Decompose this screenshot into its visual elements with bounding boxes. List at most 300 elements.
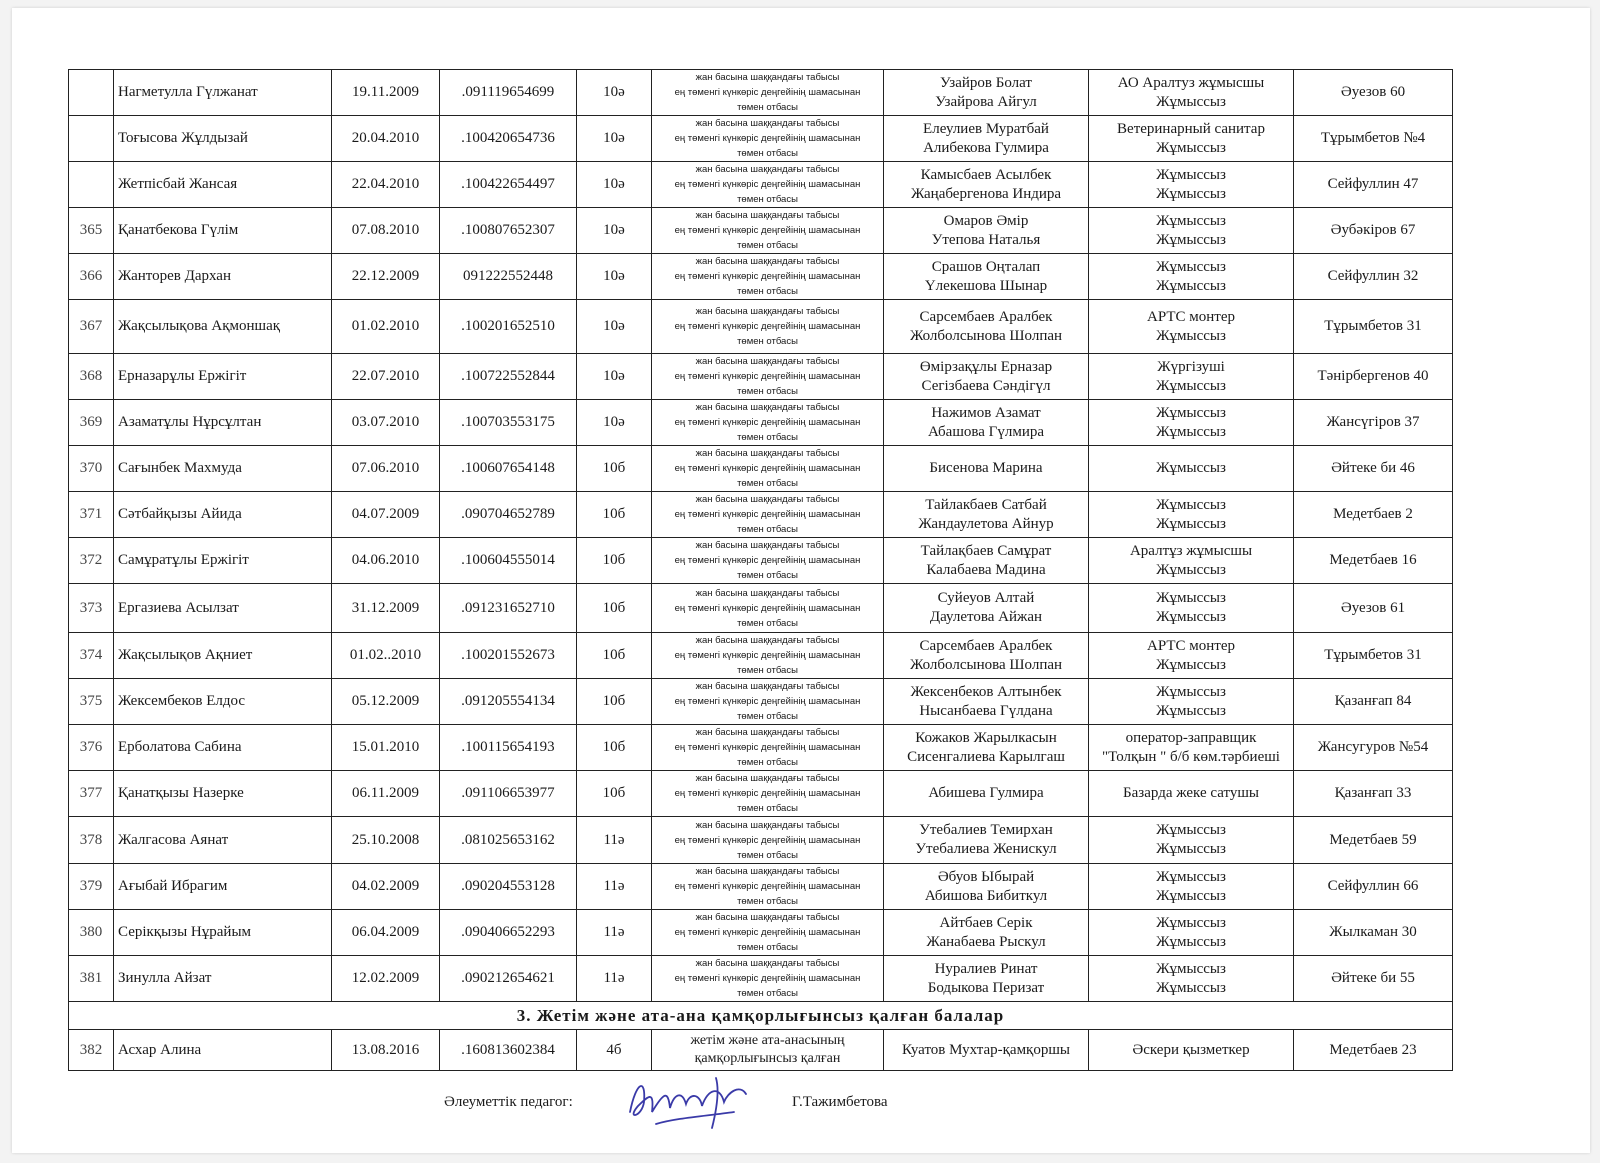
family-status-line: ең төменгі күнкөріс деңгейінің шамасынан [674,225,861,236]
table-row [69,300,1453,354]
family-status-line: жан басына шаққандағы табысы [695,773,840,784]
class-grade: 10ә [577,300,652,354]
student-name: Сәтбайқызы Айида [114,492,332,538]
family-status-line: ең төменгі күнкөріс деңгейінің шамасынан [674,650,861,661]
class-grade: 10б [577,538,652,584]
family-status [652,771,884,817]
parents-occupation-line: Жұмыссыз [1156,185,1226,202]
family-status-line: ең төменгі күнкөріс деңгейінің шамасынан [674,602,861,614]
family-status-line: төмен отбасы [737,896,798,907]
home-address: Әйтеке би 46 [1294,446,1453,492]
row-number [69,70,114,116]
table-row [69,446,1453,492]
parents-occupation-line: Базарда жеке сатушы [1123,785,1259,801]
class-grade: 10б [577,725,652,771]
family-status-line: жан басына шаққандағы табысы [695,587,840,599]
row-number [69,116,114,162]
table-row [69,633,1453,679]
row-number: 370 [69,446,114,492]
signer-name: Г.Тажимбетова [792,1093,888,1110]
home-address: Тұрымбетов №4 [1294,116,1453,162]
signature-block [444,1072,888,1132]
parents-occupation-line: Жұмыссыз [1156,979,1226,996]
parents-occupation [1089,208,1294,254]
birth-date: 04.02.2009 [332,864,440,910]
student-name: Қанатбекова Гүлім [114,208,332,254]
parents-names [884,300,1089,354]
parents-names [884,116,1089,162]
parents-names-line: Тайлақбаев Самұрат [920,542,1052,559]
family-status-line: төмен отбасы [737,665,798,676]
parents-names-line: Елеулиев Муратбай [923,120,1049,137]
parents-occupation-line: Жұмыссыз [1156,460,1226,476]
row-number: 368 [69,354,114,400]
family-status-line: жетім және ата-анасының [690,1033,845,1048]
parents-names [884,725,1089,771]
home-address: Әубәкіров 67 [1294,208,1453,254]
parents-occupation-line: Жұмыссыз [1156,212,1226,229]
family-status-line: ең төменгі күнкөріс деңгейінің шамасынан [674,696,861,707]
parents-names-line: Абишева Гулмира [928,785,1044,801]
parents-names-line: Өмірзақұлы Ерназар [919,358,1053,375]
parents-occupation-line: Жұмыссыз [1156,960,1226,977]
birth-date: 19.11.2009 [332,70,440,116]
student-name: Жақсылықов Ақниет [114,633,332,679]
row-number: 377 [69,771,114,817]
birth-date: 25.10.2008 [332,817,440,864]
table-row [69,492,1453,538]
parents-occupation-line: Жұмыссыз [1156,914,1226,931]
student-name: Жанторев Дархан [114,254,332,300]
class-grade: 10б [577,633,652,679]
class-grade: 10ә [577,254,652,300]
table-row [69,725,1453,771]
family-status-line: жан басына шаққандағы табысы [695,681,840,692]
family-status-line: төмен отбасы [737,849,798,861]
row-number: 366 [69,254,114,300]
iin-number: .100703553175 [440,400,577,446]
table-row [69,910,1453,956]
parents-occupation-line: Жұмыссыз [1156,561,1226,578]
class-grade: 11ә [577,956,652,1002]
home-address: Әуезов 61 [1294,584,1453,633]
family-status-line: жан басына шаққандағы табысы [695,356,840,367]
family-status-line: жан басына шаққандағы табысы [695,540,840,551]
family-status-line: жан басына шаққандағы табысы [695,635,840,646]
family-status [652,300,884,354]
class-grade: 4б [577,1030,652,1071]
parents-names-line: Әбуов Ыбырай [937,868,1035,885]
family-status-line: төмен отбасы [737,148,798,159]
row-number: 369 [69,400,114,446]
class-grade: 10ә [577,162,652,208]
family-status-line: төмен отбасы [737,336,798,347]
class-grade: 11ә [577,817,652,864]
parents-occupation-line: Жұмыссыз [1156,822,1226,838]
home-address: Жансугуров №54 [1294,725,1453,771]
parents-names [884,910,1089,956]
family-status-line: ең төменгі күнкөріс деңгейінің шамасынан [674,179,861,190]
parents-occupation [1089,300,1294,354]
handwritten-signature [616,1072,766,1132]
birth-date: 01.02.2010 [332,300,440,354]
birth-date: 15.01.2010 [332,725,440,771]
parents-occupation [1089,254,1294,300]
parents-occupation [1089,584,1294,633]
parents-names [884,354,1089,400]
parents-names-line: Даулетова Айжан [929,609,1043,625]
section-row [69,1002,1453,1030]
row-number: 371 [69,492,114,538]
class-grade: 10б [577,492,652,538]
parents-names [884,446,1089,492]
parents-occupation-line: Жұмыссыз [1156,887,1226,904]
parents-occupation [1089,864,1294,910]
table-row [69,208,1453,254]
student-name: Нагметулла Гүлжанат [114,70,332,116]
parents-occupation-line: Жұмыссыз [1156,868,1226,885]
birth-date: 22.04.2010 [332,162,440,208]
parents-occupation-line: Ветеринарный санитар [1117,120,1265,137]
student-name: Сағынбек Махмуда [114,446,332,492]
parents-occupation [1089,116,1294,162]
row-number: 373 [69,584,114,633]
parents-names-line: Жексенбеков Алтынбек [910,683,1062,700]
parents-names-line: Утебалиев Темирхан [919,822,1053,838]
home-address: Сейфуллин 66 [1294,864,1453,910]
parents-occupation-line: Жұмыссыз [1156,258,1226,275]
family-status-line: жан басына шаққандағы табысы [695,164,840,175]
parents-names-line: Утепова Наталья [931,231,1041,248]
table-row [69,817,1453,864]
parents-names-line: Жандаулетова Айнур [918,515,1054,532]
class-grade: 11ә [577,910,652,956]
parents-occupation-line: Жұмыссыз [1156,231,1226,248]
row-number [69,162,114,208]
family-status-line: жан басына шаққандағы табысы [695,256,840,267]
parents-occupation [1089,354,1294,400]
parents-names [884,538,1089,584]
family-status-line: жан басына шаққандағы табысы [695,866,840,877]
parents-names-line: Нысанбаева Гүлдана [919,702,1053,719]
family-status-line: жан басына шаққандағы табысы [695,727,840,738]
parents-occupation-line: Жұмыссыз [1156,933,1226,950]
parents-occupation [1089,633,1294,679]
parents-occupation-line: Жұмыссыз [1156,515,1226,532]
family-status-line: төмен отбасы [737,102,798,113]
iin-number: .100604555014 [440,538,577,584]
family-status-line: ең төменгі күнкөріс деңгейінің шамасынан [674,509,861,520]
parents-occupation-line: Жұмыссыз [1156,166,1226,183]
family-status-line: жан басына шаққандағы табысы [695,210,840,221]
family-status [652,817,884,864]
family-status-line: жан басына шаққандағы табысы [695,306,840,317]
birth-date: 20.04.2010 [332,116,440,162]
class-grade: 10ә [577,208,652,254]
section-title: 3. Жетім және ата-ана қамқорлығынсыз қалған балалар [69,1002,1453,1030]
parents-occupation [1089,492,1294,538]
parents-occupation [1089,446,1294,492]
student-name: Самұратұлы Ержігіт [114,538,332,584]
birth-date: 01.02..2010 [332,633,440,679]
parents-occupation-line: Жұмыссыз [1156,327,1226,344]
family-status-line: төмен отбасы [737,286,798,297]
parents-names-line: Сисенгалиева Карылгаш [907,748,1065,765]
parents-occupation [1089,956,1294,1002]
class-grade: 10б [577,446,652,492]
family-status-line: төмен отбасы [737,617,798,629]
family-status-line: ең төменгі күнкөріс деңгейінің шамасынан [674,788,861,799]
parents-names-line: Алибекова Гулмира [923,139,1049,156]
parents-names [884,208,1089,254]
parents-names-line: Абишова Бибиткул [924,887,1048,904]
family-status-line: төмен отбасы [737,240,798,251]
family-status-line: жан басына шаққандағы табысы [695,448,840,459]
parents-occupation-line: Жұмыссыз [1156,841,1226,857]
parents-names [884,254,1089,300]
family-status-line: ең төменгі күнкөріс деңгейінің шамасынан [674,87,861,98]
family-status-line: жан басына шаққандағы табысы [695,118,840,129]
family-status-line: ең төменгі күнкөріс деңгейінің шамасынан [674,133,861,144]
table-row [69,679,1453,725]
parents-occupation-line: Жұмыссыз [1156,683,1226,700]
iin-number: .100422654497 [440,162,577,208]
parents-occupation [1089,400,1294,446]
parents-names [884,70,1089,116]
birth-date: 06.04.2009 [332,910,440,956]
parents-names-line: Узайрова Айгул [935,93,1037,110]
family-status-line: төмен отбасы [737,478,798,489]
family-status-line: ең төменгі күнкөріс деңгейінің шамасынан [674,417,861,428]
iin-number: .090406652293 [440,910,577,956]
row-number: 367 [69,300,114,354]
parents-occupation-line: Жұмыссыз [1156,702,1226,719]
family-status-line: ең төменгі күнкөріс деңгейінің шамасынан [674,555,861,566]
class-grade: 10ә [577,70,652,116]
home-address: Жылкаман 30 [1294,910,1453,956]
birth-date: 13.08.2016 [332,1030,440,1071]
iin-number: .100115654193 [440,725,577,771]
parents-names [884,584,1089,633]
family-status-line: төмен отбасы [737,757,798,768]
home-address: Медетбаев 16 [1294,538,1453,584]
row-number: 376 [69,725,114,771]
student-name: Зинулла Айзат [114,956,332,1002]
family-status-line: төмен отбасы [737,432,798,443]
iin-number: .091231652710 [440,584,577,633]
family-status [652,492,884,538]
parents-names-line: Сарсембаев Аралбек [919,308,1053,325]
parents-names [884,817,1089,864]
parents-occupation-line: Жұмыссыз [1156,404,1226,421]
parents-names-line: Сарсембаев Аралбек [919,637,1053,654]
parents-names-line: Камысбаев Асылбек [920,166,1052,183]
family-status-line: ең төменгі күнкөріс деңгейінің шамасынан [674,834,861,846]
birth-date: 04.06.2010 [332,538,440,584]
family-status [652,70,884,116]
family-status-line: ең төменгі күнкөріс деңгейінің шамасынан [674,881,861,892]
parents-names [884,162,1089,208]
parents-names-line: Сегізбаева Сәндігүл [921,377,1051,394]
family-status-line: жан басына шаққандағы табысы [695,402,840,413]
parents-names [884,633,1089,679]
home-address: Медетбаев 59 [1294,817,1453,864]
family-status-line: ең төменгі күнкөріс деңгейінің шамасынан [674,321,861,332]
parents-names-line: Абашова Гүлмира [927,423,1045,440]
iin-number: .100807652307 [440,208,577,254]
signer-role: Әлеуметтік педагог: [444,1093,573,1110]
home-address: Тәнірбергенов 40 [1294,354,1453,400]
parents-names-line: Жолболсынова Шолпан [909,327,1063,344]
parents-names-line: Нуралиев Ринат [934,960,1038,977]
iin-number: .090704652789 [440,492,577,538]
student-name: Жалгасова Аянат [114,817,332,864]
birth-date: 31.12.2009 [332,584,440,633]
parents-names-line: Үлекешова Шынар [924,277,1048,294]
student-name: Ерназарұлы Ержігіт [114,354,332,400]
student-name: Ергазиева Асылзат [114,584,332,633]
parents-names-line: Айтбаев Серік [939,914,1033,931]
iin-number: .090212654621 [440,956,577,1002]
family-status [652,400,884,446]
family-status [652,538,884,584]
iin-number: .160813602384 [440,1030,577,1071]
iin-number: .090204553128 [440,864,577,910]
iin-number: .100201552673 [440,633,577,679]
row-number: 365 [69,208,114,254]
home-address: Әуезов 60 [1294,70,1453,116]
birth-date: 12.02.2009 [332,956,440,1002]
row-number: 372 [69,538,114,584]
parents-occupation-line: Жұмыссыз [1156,590,1226,606]
table-row [69,70,1453,116]
class-grade: 10ә [577,400,652,446]
iin-number: .091106653977 [440,771,577,817]
family-status [652,584,884,633]
class-grade: 10б [577,584,652,633]
family-status-line: төмен отбасы [737,570,798,581]
table-row [69,538,1453,584]
family-status-line: жан басына шаққандағы табысы [695,958,840,969]
family-status [652,864,884,910]
family-status-line: төмен отбасы [737,194,798,205]
student-name: Жетпісбай Жансая [114,162,332,208]
row-number: 382 [69,1030,114,1071]
parents-names [884,771,1089,817]
parents-occupation [1089,679,1294,725]
parents-names-line: Суйеуов Алтай [937,590,1035,606]
parents-names-line: Бодыкова Перизат [927,979,1045,996]
birth-date: 04.07.2009 [332,492,440,538]
home-address: Медетбаев 23 [1294,1030,1453,1071]
family-status [652,679,884,725]
class-grade: 10б [577,771,652,817]
table-row [69,400,1453,446]
birth-date: 22.12.2009 [332,254,440,300]
parents-occupation [1089,725,1294,771]
home-address: Тұрымбетов 31 [1294,633,1453,679]
table-row [69,584,1453,633]
iin-number: .100607654148 [440,446,577,492]
family-status-line: қамқорлығынсыз қалған [694,1051,841,1066]
student-name: Қанатқызы Назерке [114,771,332,817]
parents-occupation [1089,70,1294,116]
parents-names [884,1030,1089,1071]
table-row [69,1030,1453,1071]
student-name: Серікқызы Нұрайым [114,910,332,956]
birth-date: 05.12.2009 [332,679,440,725]
parents-occupation [1089,817,1294,864]
row-number: 378 [69,817,114,864]
parents-names-line: Кожаков Жарылкасын [915,729,1057,746]
table-row [69,162,1453,208]
table-row [69,864,1453,910]
iin-number: .091205554134 [440,679,577,725]
parents-names-line: Омаров Әмір [943,212,1029,229]
parents-occupation-line: Жұмыссыз [1156,277,1226,294]
home-address: Әйтеке би 55 [1294,956,1453,1002]
parents-occupation-line: АО Аралтуз жұмысшы [1117,74,1265,91]
home-address: Тұрымбетов 31 [1294,300,1453,354]
student-name: Ағыбай Ибрагим [114,864,332,910]
family-status-line: төмен отбасы [737,524,798,535]
row-number: 381 [69,956,114,1002]
table-row [69,354,1453,400]
birth-date: 06.11.2009 [332,771,440,817]
class-grade: 10ә [577,116,652,162]
parents-occupation-line: Жұмыссыз [1156,93,1226,110]
row-number: 374 [69,633,114,679]
parents-names-line: Узайров Болат [940,74,1032,91]
student-name: Ерболатова Сабина [114,725,332,771]
table-row [69,956,1453,1002]
parents-names [884,679,1089,725]
parents-occupation [1089,538,1294,584]
family-status [652,116,884,162]
parents-occupation-line: "Толқын " б/б көм.тәрбиеші [1102,748,1280,765]
row-number: 380 [69,910,114,956]
family-status [652,354,884,400]
family-status [652,910,884,956]
table-row [69,116,1453,162]
parents-names-line: Бисенова Марина [929,460,1043,476]
family-status-line: төмен отбасы [737,803,798,814]
family-status-line: ең төменгі күнкөріс деңгейінің шамасынан [674,973,861,984]
family-status [652,254,884,300]
family-status [652,725,884,771]
parents-names [884,492,1089,538]
home-address: Сейфуллин 47 [1294,162,1453,208]
parents-names-line: Тайлакбаев Сатбай [925,496,1047,513]
table-row [69,254,1453,300]
parents-names-line: Жаңабергенова Индира [910,185,1062,202]
student-name: Асхар Алина [114,1030,332,1071]
family-status [652,956,884,1002]
home-address: Қазанғап 33 [1294,771,1453,817]
parents-occupation-line: АРТС монтер [1146,308,1235,325]
family-status [652,1030,884,1071]
iin-number: .100722552844 [440,354,577,400]
family-status-line: төмен отбасы [737,988,798,999]
student-name: Жақсылықова Ақмоншақ [114,300,332,354]
family-status [652,208,884,254]
parents-occupation [1089,910,1294,956]
parents-names-line: Калабаева Мадина [926,561,1046,578]
family-status-line: ең төменгі күнкөріс деңгейінің шамасынан [674,371,861,382]
class-grade: 10б [577,679,652,725]
birth-date: 03.07.2010 [332,400,440,446]
home-address: Сейфуллин 32 [1294,254,1453,300]
